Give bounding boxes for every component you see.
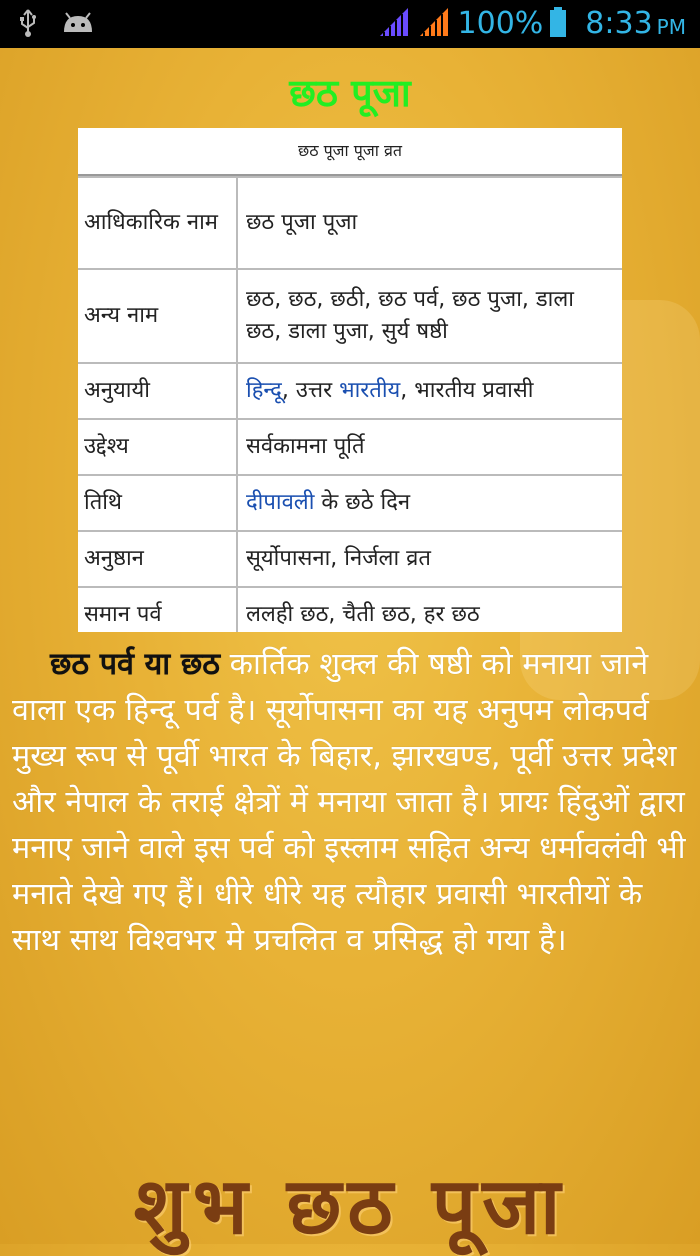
status-bar bbox=[0, 0, 700, 48]
clock-ampm: PM bbox=[656, 15, 686, 39]
clock: 8:33 bbox=[585, 6, 653, 41]
usb-icon bbox=[18, 8, 38, 42]
signal-icon-2 bbox=[418, 6, 452, 42]
row-label: तिथि bbox=[78, 475, 237, 531]
text-sep: , bbox=[281, 378, 296, 403]
table-row bbox=[78, 531, 622, 587]
text-pravasi: , भारतीय प्रवासी bbox=[400, 378, 534, 403]
android-icon bbox=[62, 12, 94, 38]
row-label: अनुष्ठान bbox=[78, 531, 237, 587]
row-value bbox=[237, 475, 622, 531]
text-uttar: उत्तर bbox=[295, 378, 340, 403]
article-body: कार्तिक शुक्ल की षष्ठी को मनाया जाने वाला एक हिन्दू पर्व है। सूर्योपासना का यह अनुपम लोकपर्व मुख्य रूप से पूर्वी भारत के बिहार, झारखण्ड, पूर्वी उत्तर प्रदेश और नेपाल के तराई क्षेत्रों में मनाया जाता है। प्रायः हिंदुओं द्वारा मनाए जाने वाले इस पर्व को इस्लाम सहित अन्य धर्मावलंवी भी मनाते देखे गए हैं। धीरे धीरे यह त्यौहार प्रवासी भारतीयों के साथ साथ विश्वभर मे प्रचलित व प्रसिद्ध हो गया है। bbox=[12, 647, 686, 958]
table-row bbox=[78, 269, 622, 363]
table-row bbox=[78, 419, 622, 475]
infobox-table bbox=[78, 128, 622, 632]
article-lead: छठ पर्व या छठ bbox=[50, 647, 220, 682]
infobox bbox=[78, 128, 622, 632]
battery-percent: 100% bbox=[457, 6, 544, 41]
row-value: ललही छठ, चैती छठ, हर छठ bbox=[237, 587, 622, 632]
link-hindu[interactable]: हिन्दू bbox=[246, 378, 282, 403]
row-label: समान पर्व bbox=[78, 587, 237, 632]
row-value bbox=[237, 363, 622, 419]
battery-icon bbox=[549, 6, 567, 42]
row-value: सूर्योपासना, निर्जला व्रत bbox=[237, 531, 622, 587]
text-chhathe-din: के छठे दिन bbox=[314, 490, 411, 515]
row-label: अनुयायी bbox=[78, 363, 237, 419]
row-value: छठ, छठ, छठी, छठ पर्व, छठ पुजा, डाला छठ, डाला पुजा, सुर्य षष्ठी bbox=[237, 269, 622, 363]
row-value: छठ पूजा पूजा bbox=[237, 177, 622, 269]
page-title: छठ पूजा bbox=[289, 71, 411, 115]
footer-banner-title: शुभ छठ पूजा bbox=[133, 1161, 567, 1252]
row-value: सर्वकामना पूर्ति bbox=[237, 419, 622, 475]
article-paragraph bbox=[12, 642, 688, 964]
table-row bbox=[78, 587, 622, 632]
row-label: अन्य नाम bbox=[78, 269, 237, 363]
table-row bbox=[78, 363, 622, 419]
row-label: आधिकारिक नाम bbox=[78, 177, 237, 269]
infobox-caption: छठ पूजा पूजा व्रत bbox=[78, 128, 622, 176]
row-label: उद्देश्य bbox=[78, 419, 237, 475]
table-row bbox=[78, 177, 622, 269]
link-deepavali[interactable]: दीपावली bbox=[246, 490, 315, 515]
table-row bbox=[78, 475, 622, 531]
link-bharatiya[interactable]: भारतीय bbox=[339, 378, 401, 403]
signal-icon bbox=[378, 6, 412, 42]
